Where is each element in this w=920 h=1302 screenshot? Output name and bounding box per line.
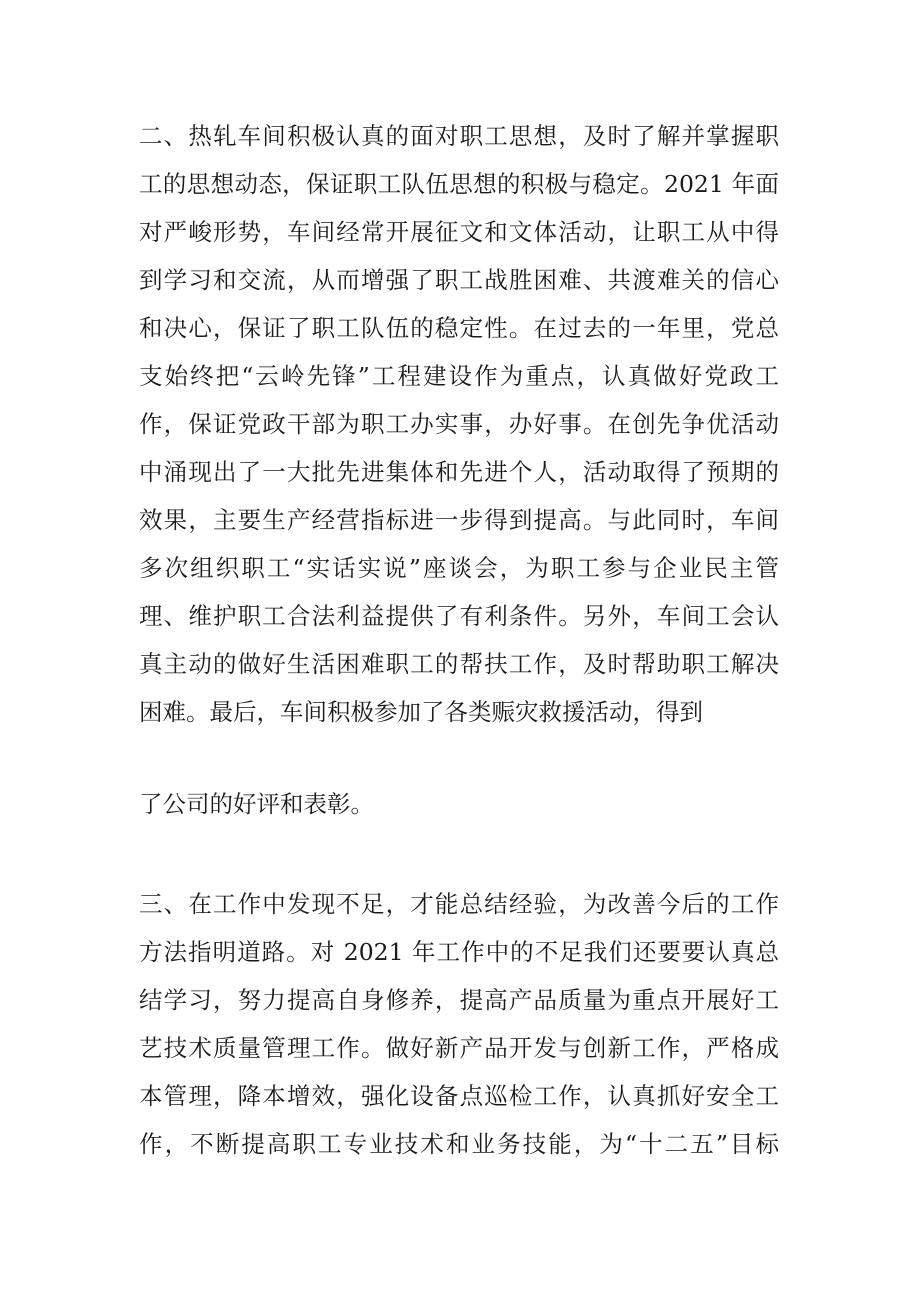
paragraph-line: 对严峻形势，车间经常开展征文和文体活动，让职工从中得 (139, 218, 779, 246)
paragraph-line: 理、维护职工合法利益提供了有利条件。另外，车间工会认 (139, 602, 779, 630)
paragraph-line: 作，不断提高职工专业技术和业务技能，为“十二五”目标 (139, 1130, 779, 1158)
paragraph-line: 艺技术质量管理工作。做好新产品开发与创新工作，严格成 (139, 1034, 779, 1062)
paragraph-line: 工的思想动态，保证职工队伍思想的积极与稳定。2021 年面 (139, 170, 779, 198)
paragraph-line: 方法指明道路。对 2021 年工作中的不足我们还要要认真总 (139, 938, 779, 966)
paragraph-line: 三、在工作中发现不足，才能总结经验，为改善今后的工作 (139, 890, 779, 918)
paragraph-line: 中涌现出了一大批先进集体和先进个人，活动取得了预期的 (139, 458, 779, 486)
paragraph-line: 结学习，努力提高自身修养，提高产品质量为重点开展好工 (139, 986, 779, 1014)
paragraph-line: 到学习和交流，从而增强了职工战胜困难、共渡难关的信心 (139, 266, 779, 294)
paragraph-line: 多次组织职工“实话实说”座谈会，为职工参与企业民主管 (139, 554, 779, 582)
paragraph-line: 本管理，降本增效，强化设备点巡检工作，认真抓好安全工 (139, 1082, 779, 1110)
paragraph-line: 二、热轧车间积极认真的面对职工思想，及时了解并掌握职 (139, 122, 779, 150)
paragraph-line: 支始终把“云岭先锋”工程建设作为重点，认真做好党政工 (139, 362, 779, 390)
paragraph-line: 真主动的做好生活困难职工的帮扶工作，及时帮助职工解决 (139, 650, 779, 678)
paragraph-line: 和决心，保证了职工队伍的稳定性。在过去的一年里，党总 (139, 314, 779, 342)
paragraph-line: 作，保证党政干部为职工办实事，办好事。在创先争优活动 (139, 410, 779, 438)
paragraph-line: 效果，主要生产经营指标进一步得到提高。与此同时，车间 (139, 506, 779, 534)
paragraph-line: 了公司的好评和表彰。 (139, 790, 374, 818)
paragraph-line: 困难。最后，车间积极参加了各类赈灾救援活动，得到 (139, 698, 703, 726)
